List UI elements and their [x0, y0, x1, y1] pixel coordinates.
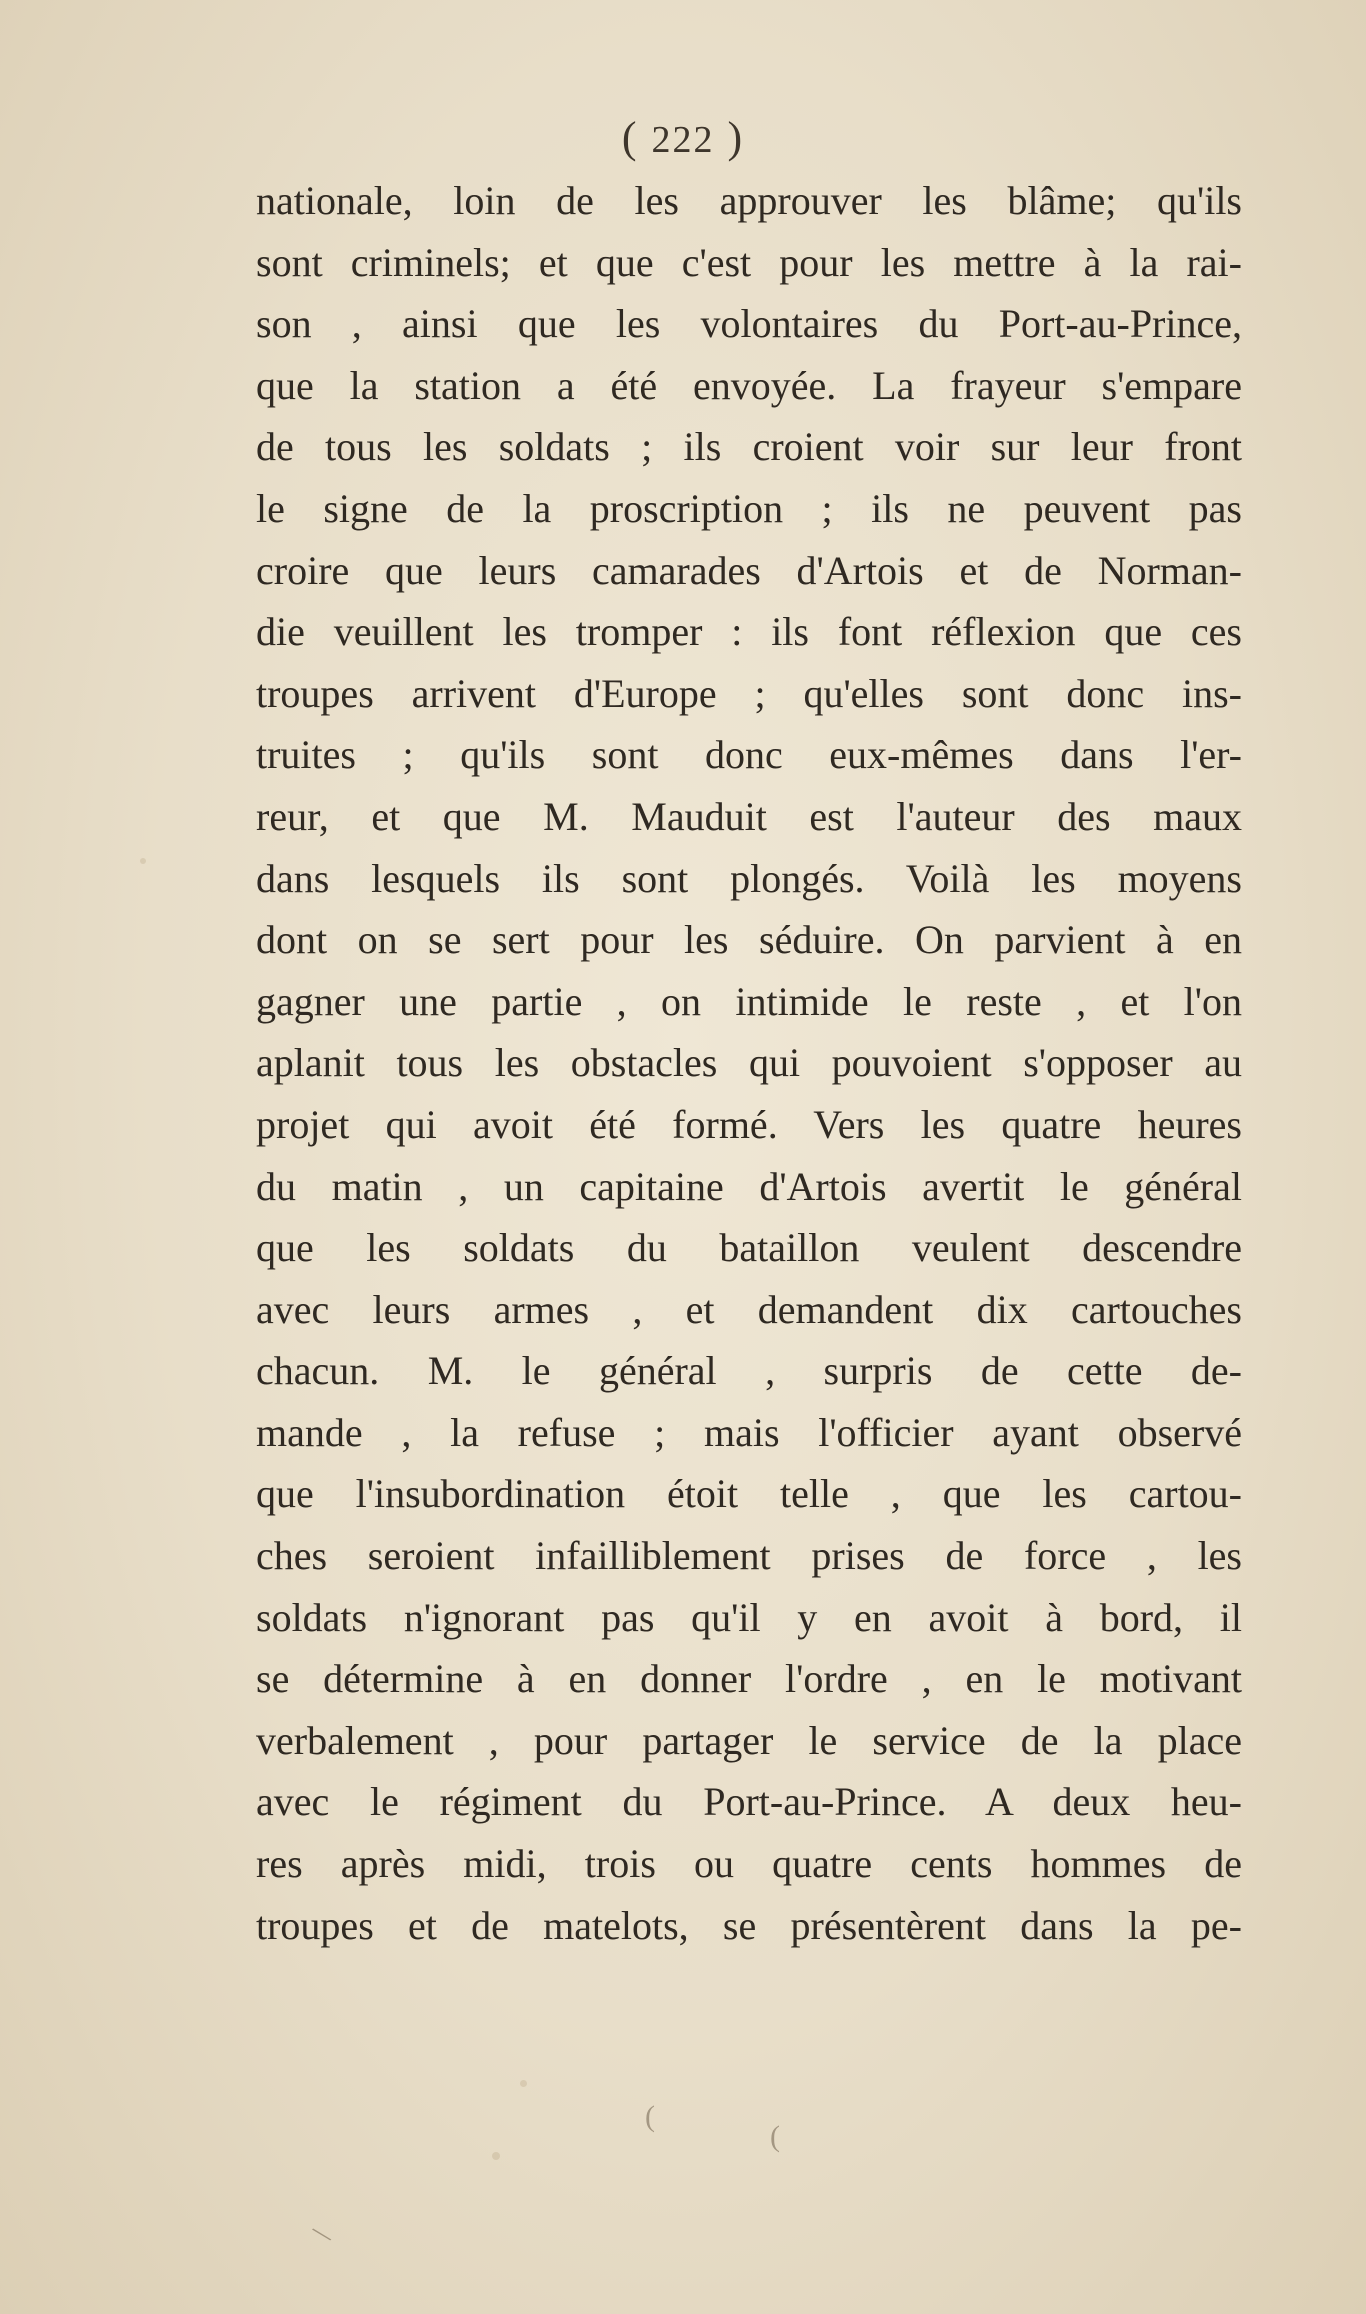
text-line: aplanit tous les obstacles qui pouvoient s'opposer au — [256, 1040, 1242, 1086]
text-line: reur, et que M. Mauduit est l'auteur des maux — [256, 793, 1242, 839]
text-line: mande , la refuse ; mais l'officier ayant observé — [256, 1409, 1242, 1455]
text-line: que les soldats du bataillon veulent descendre — [256, 1225, 1242, 1271]
pencil-mark: ( — [770, 2120, 780, 2153]
text-line: avec le régiment du Port-au-Prince. A deux heu- — [256, 1779, 1242, 1825]
text-line: verbalement , pour partager le service de la place — [256, 1717, 1242, 1763]
text-line: ches seroient infailliblement prises de force , les — [256, 1533, 1242, 1579]
text-line: truites ; qu'ils sont donc eux-mêmes dans l'er- — [256, 732, 1242, 778]
page-number: ( 222 ) — [621, 113, 745, 162]
text-line: son , ainsi que les volontaires du Port-au-Prince, — [256, 301, 1242, 347]
text-line: res après midi, trois ou quatre cents hommes de — [256, 1841, 1242, 1887]
paper-stain — [140, 858, 146, 864]
text-line: de tous les soldats ; ils croient voir sur leur front — [256, 424, 1242, 470]
text-line: troupes et de matelots, se présentèrent dans la pe- — [256, 1902, 1242, 1948]
text-line: avec leurs armes , et demandent dix cartouches — [256, 1286, 1242, 1332]
pencil-mark: \ — [308, 2219, 336, 2250]
text-line: projet qui avoit été formé. Vers les quatre heures — [256, 1101, 1242, 1147]
text-line: se détermine à en donner l'ordre , en le motivant — [256, 1656, 1242, 1702]
text-line: le signe de la proscription ; ils ne peuvent pas — [256, 485, 1242, 531]
text-line: dans lesquels ils sont plongés. Voilà les moyens — [256, 855, 1242, 901]
text-line: du matin , un capitaine d'Artois avertit le général — [256, 1163, 1242, 1209]
text-line: dont on se sert pour les séduire. On parvient à en — [256, 917, 1242, 963]
text-line: gagner une partie , on intimide le reste , et l'on — [256, 978, 1242, 1024]
text-line: que l'insubordination étoit telle , que les cartou- — [256, 1471, 1242, 1517]
text-line: nationale, loin de les approuver les blâme; qu'ils — [256, 178, 1242, 223]
text-line: soldats n'ignorant pas qu'il y en avoit à bord, il — [256, 1594, 1242, 1640]
paper-stain — [492, 2152, 500, 2160]
page-number-value: 222 — [651, 119, 715, 161]
text-line: chacun. M. le général , surpris de cette de- — [256, 1348, 1242, 1394]
text-line: croire que leurs camarades d'Artois et de Norman- — [256, 547, 1242, 593]
body-text — [256, 170, 1242, 1956]
text-line: die veuillent les tromper : ils font réflexion que ces — [256, 609, 1242, 655]
pencil-mark: ( — [645, 2100, 655, 2133]
paper-stain — [520, 2080, 527, 2087]
text-line: que la station a été envoyée. La frayeur s'empare — [256, 362, 1242, 408]
text-line: troupes arrivent d'Europe ; qu'elles sont donc ins- — [256, 670, 1242, 716]
text-line: sont criminels; et que c'est pour les mettre à la rai- — [256, 239, 1242, 285]
